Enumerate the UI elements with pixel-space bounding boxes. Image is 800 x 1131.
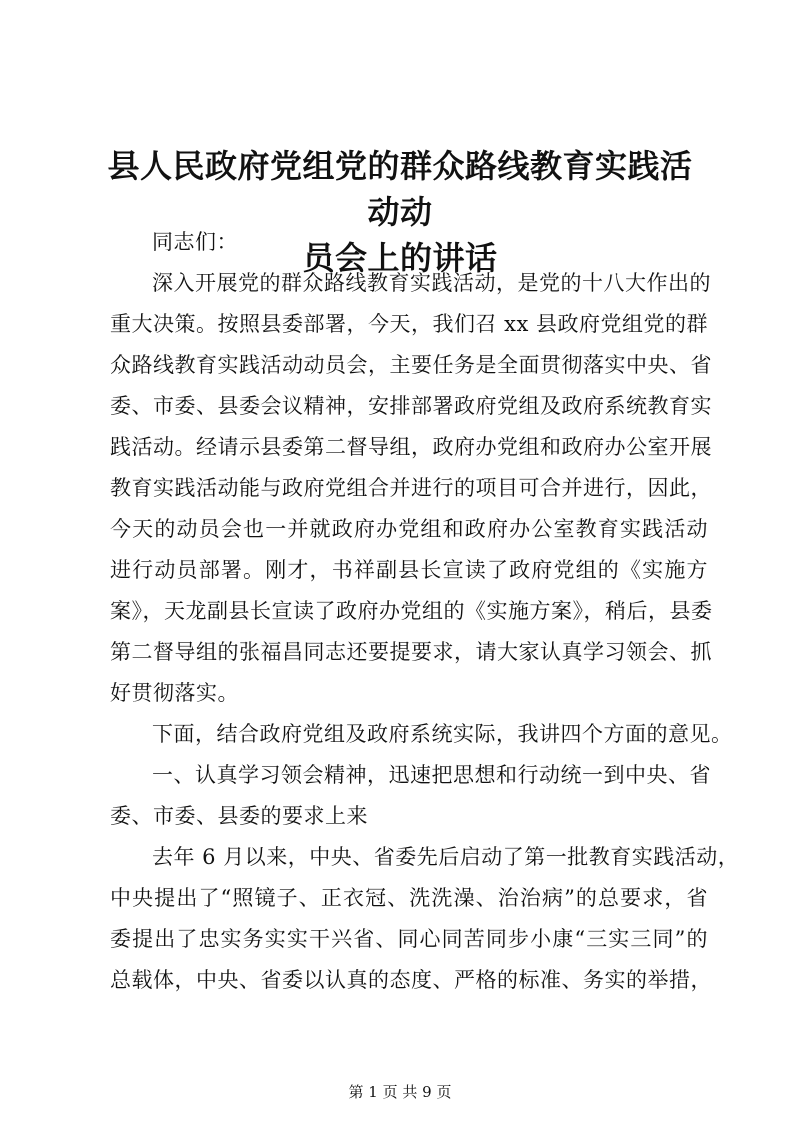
document-body (110, 222, 740, 1001)
paragraph-line: 众路线教育实践活动动员会，主要任务是全面贯彻落实中央、省 (110, 353, 712, 377)
page-number-label: 第 1 页 共 9 页 (348, 1083, 452, 1101)
paragraph-line: 深入开展党的群众路线教育实践活动，是党的十八大作出的 (152, 271, 711, 295)
paragraph-line: 委提出了忠实务实实干兴省、同心同苦同步小康“三实三同”的 (110, 927, 708, 951)
paragraph-line: 总载体，中央、省委以认真的态度、严格的标准、务实的举措， (110, 968, 712, 992)
paragraph-line: 一、认真学习领会精神，迅速把思想和行动统一到中央、省 (152, 763, 711, 787)
paragraph-3 (110, 837, 740, 1001)
page-footer (0, 1082, 800, 1102)
paragraph-line: 委、市委、县委的要求上来 (110, 804, 368, 828)
salutation: 同志们： (152, 230, 238, 254)
paragraph-line: 进行动员部署。刚才，书祥副县长宣读了政府党组的《实施方 (110, 558, 708, 582)
paragraph-line: 教育实践活动能与政府党组合并进行的项目可合并进行，因此， (110, 476, 712, 500)
title-line-2: 员会上的讲话 (302, 239, 498, 277)
paragraph-2 (110, 714, 733, 755)
paragraph-line: 今天的动员会也一并就政府办党组和政府办公室教育实践活动 (110, 517, 708, 541)
paragraph-line: 去年 6 月以来，中央、省委先后启动了第一批教育实践活动， (152, 845, 740, 869)
paragraph-line: 中央提出了“照镜子、正衣冠、洗洗澡、治治病”的总要求，省 (110, 886, 708, 910)
section-heading-1 (110, 755, 711, 837)
paragraph-1 (110, 263, 713, 714)
paragraph-line: 第二督导组的张福昌同志还要提要求，请大家认真学习领会、抓 (110, 640, 712, 664)
title-line-1: 县人民政府党组党的群众路线教育实践活动动 (107, 147, 693, 231)
paragraph-line: 践活动。经请示县委第二督导组，政府办党组和政府办公室开展 (110, 435, 712, 459)
paragraph-line: 好贯彻落实。 (110, 681, 239, 705)
paragraph-line: 案》，天龙副县长宣读了政府办党组的《实施方案》，稍后，县委 (110, 599, 713, 623)
paragraph-line: 委、市委、县委会议精神，安排部署政府党组及政府系统教育实 (110, 394, 712, 418)
paragraph-line: 下面，结合政府党组及政府系统实际，我讲四个方面的意见。 (152, 722, 733, 746)
paragraph-line: 重大决策。按照县委部署，今天，我们召 xx 县政府党组党的群 (110, 312, 709, 336)
